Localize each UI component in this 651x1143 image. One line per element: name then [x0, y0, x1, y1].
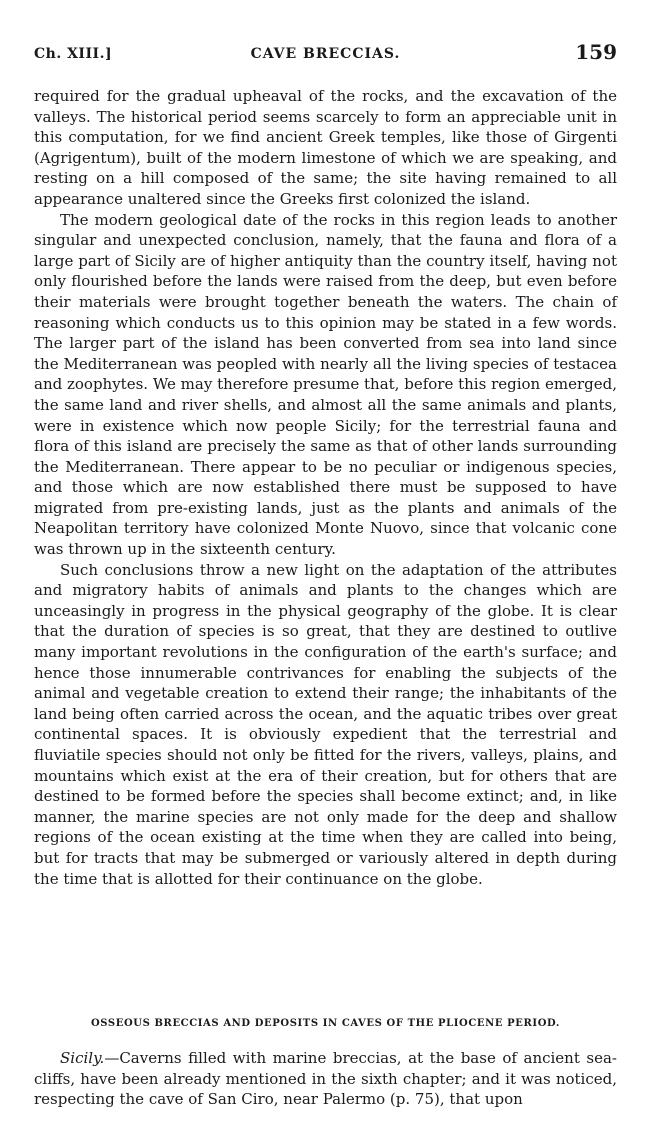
paragraph-continued: required for the gradual upheaval of the rocks, and the excavation of the valleys. The historical period seems scarcely to form an appreciable unit in this computation, for we find ancient Greek temples, like those of Girgenti (Agrigentum), built of the modern limestone of which we are speaking, and resting on a hill composed of the same; the site having remained to all appearance unaltered since the Greeks first colonized the island.: [34, 87, 617, 208]
chapter-label: Ch. XIII.]: [34, 46, 113, 62]
running-title: CAVE BRECCIAS.: [250, 46, 401, 62]
running-header: [34, 40, 617, 70]
section-body: [34, 1048, 617, 1110]
sicily-lead: Sicily.: [60, 1049, 105, 1067]
body-text: [34, 86, 617, 889]
page-number: 159: [575, 40, 617, 64]
section-heading: OSSEOUS BRECCIAS AND DEPOSITS IN CAVES OF THE PLIOCENE PERIOD.: [90, 1018, 561, 1029]
paragraph-geological-date: The modern geological date of the rocks in this region leads to another singular and unexpected conclusion, namely, that the fauna and flora of a large part of Sicily are of higher antiquity than the country itself, having not only flourished before the lands were raised from the deep, but even before their materials were brought together beneath the waters. The chain of reasoning which conducts us to this opinion may be stated in a few words. The larger part of the island has been converted from sea into land since the Mediterranean was peopled with nearly all the living species of testacea and zoophytes. We may therefore presume that, before this region emerged, the same land and river shells, and almost all the same animals and plants, were in existence which now people Sicily; for the terrestrial fauna and flora of this island are precisely the same as that of other lands surrounding the Mediterranean. There appear to be no peculiar or indigenous species, and those which are now established there must be supposed to have migrated from pre-existing lands, just as the plants and animals of the Neapolitan territory have colonized Monte Nuovo, since that volcanic cone was thrown up in the sixteenth century.: [34, 210, 617, 559]
paragraph-conclusions: Such conclusions throw a new light on the adaptation of the attributes and migratory habits of animals and plants to the changes which are unceasingly in progress in the physical geography of the globe. It is clear that the duration of species is so great, that they are destined to outlive many important revolutions in the configuration of the earth's surface; and hence those innumerable contrivances for enabling the subjects of the animal and vegetable creation to extend their range; the inhabitants of the land being often carried across the ocean, and the aquatic tribes over great continental spaces. It is obviously expedient that the terrestrial and fluviatile species should not only be fitted for the rivers, valleys, plains, and mountains which exist at the era of their creation, but for others that are destined to be formed before the species shall become extinct; and, in like manner, the marine species are not only made for the deep and shallow regions of the ocean existing at the time when they are called into being, but for tracts that may be submerged or variously altered in depth during the time that is allotted for their continuance on the globe.: [34, 560, 617, 888]
sicily-text: —Caverns filled with marine breccias, at the base of ancient sea-cliffs, have been already mentioned in the sixth chapter; and it was noticed, respecting the cave of San Ciro, near Palermo (p. 75), that upon: [34, 1049, 617, 1109]
paragraph-sicily: [34, 1048, 617, 1110]
